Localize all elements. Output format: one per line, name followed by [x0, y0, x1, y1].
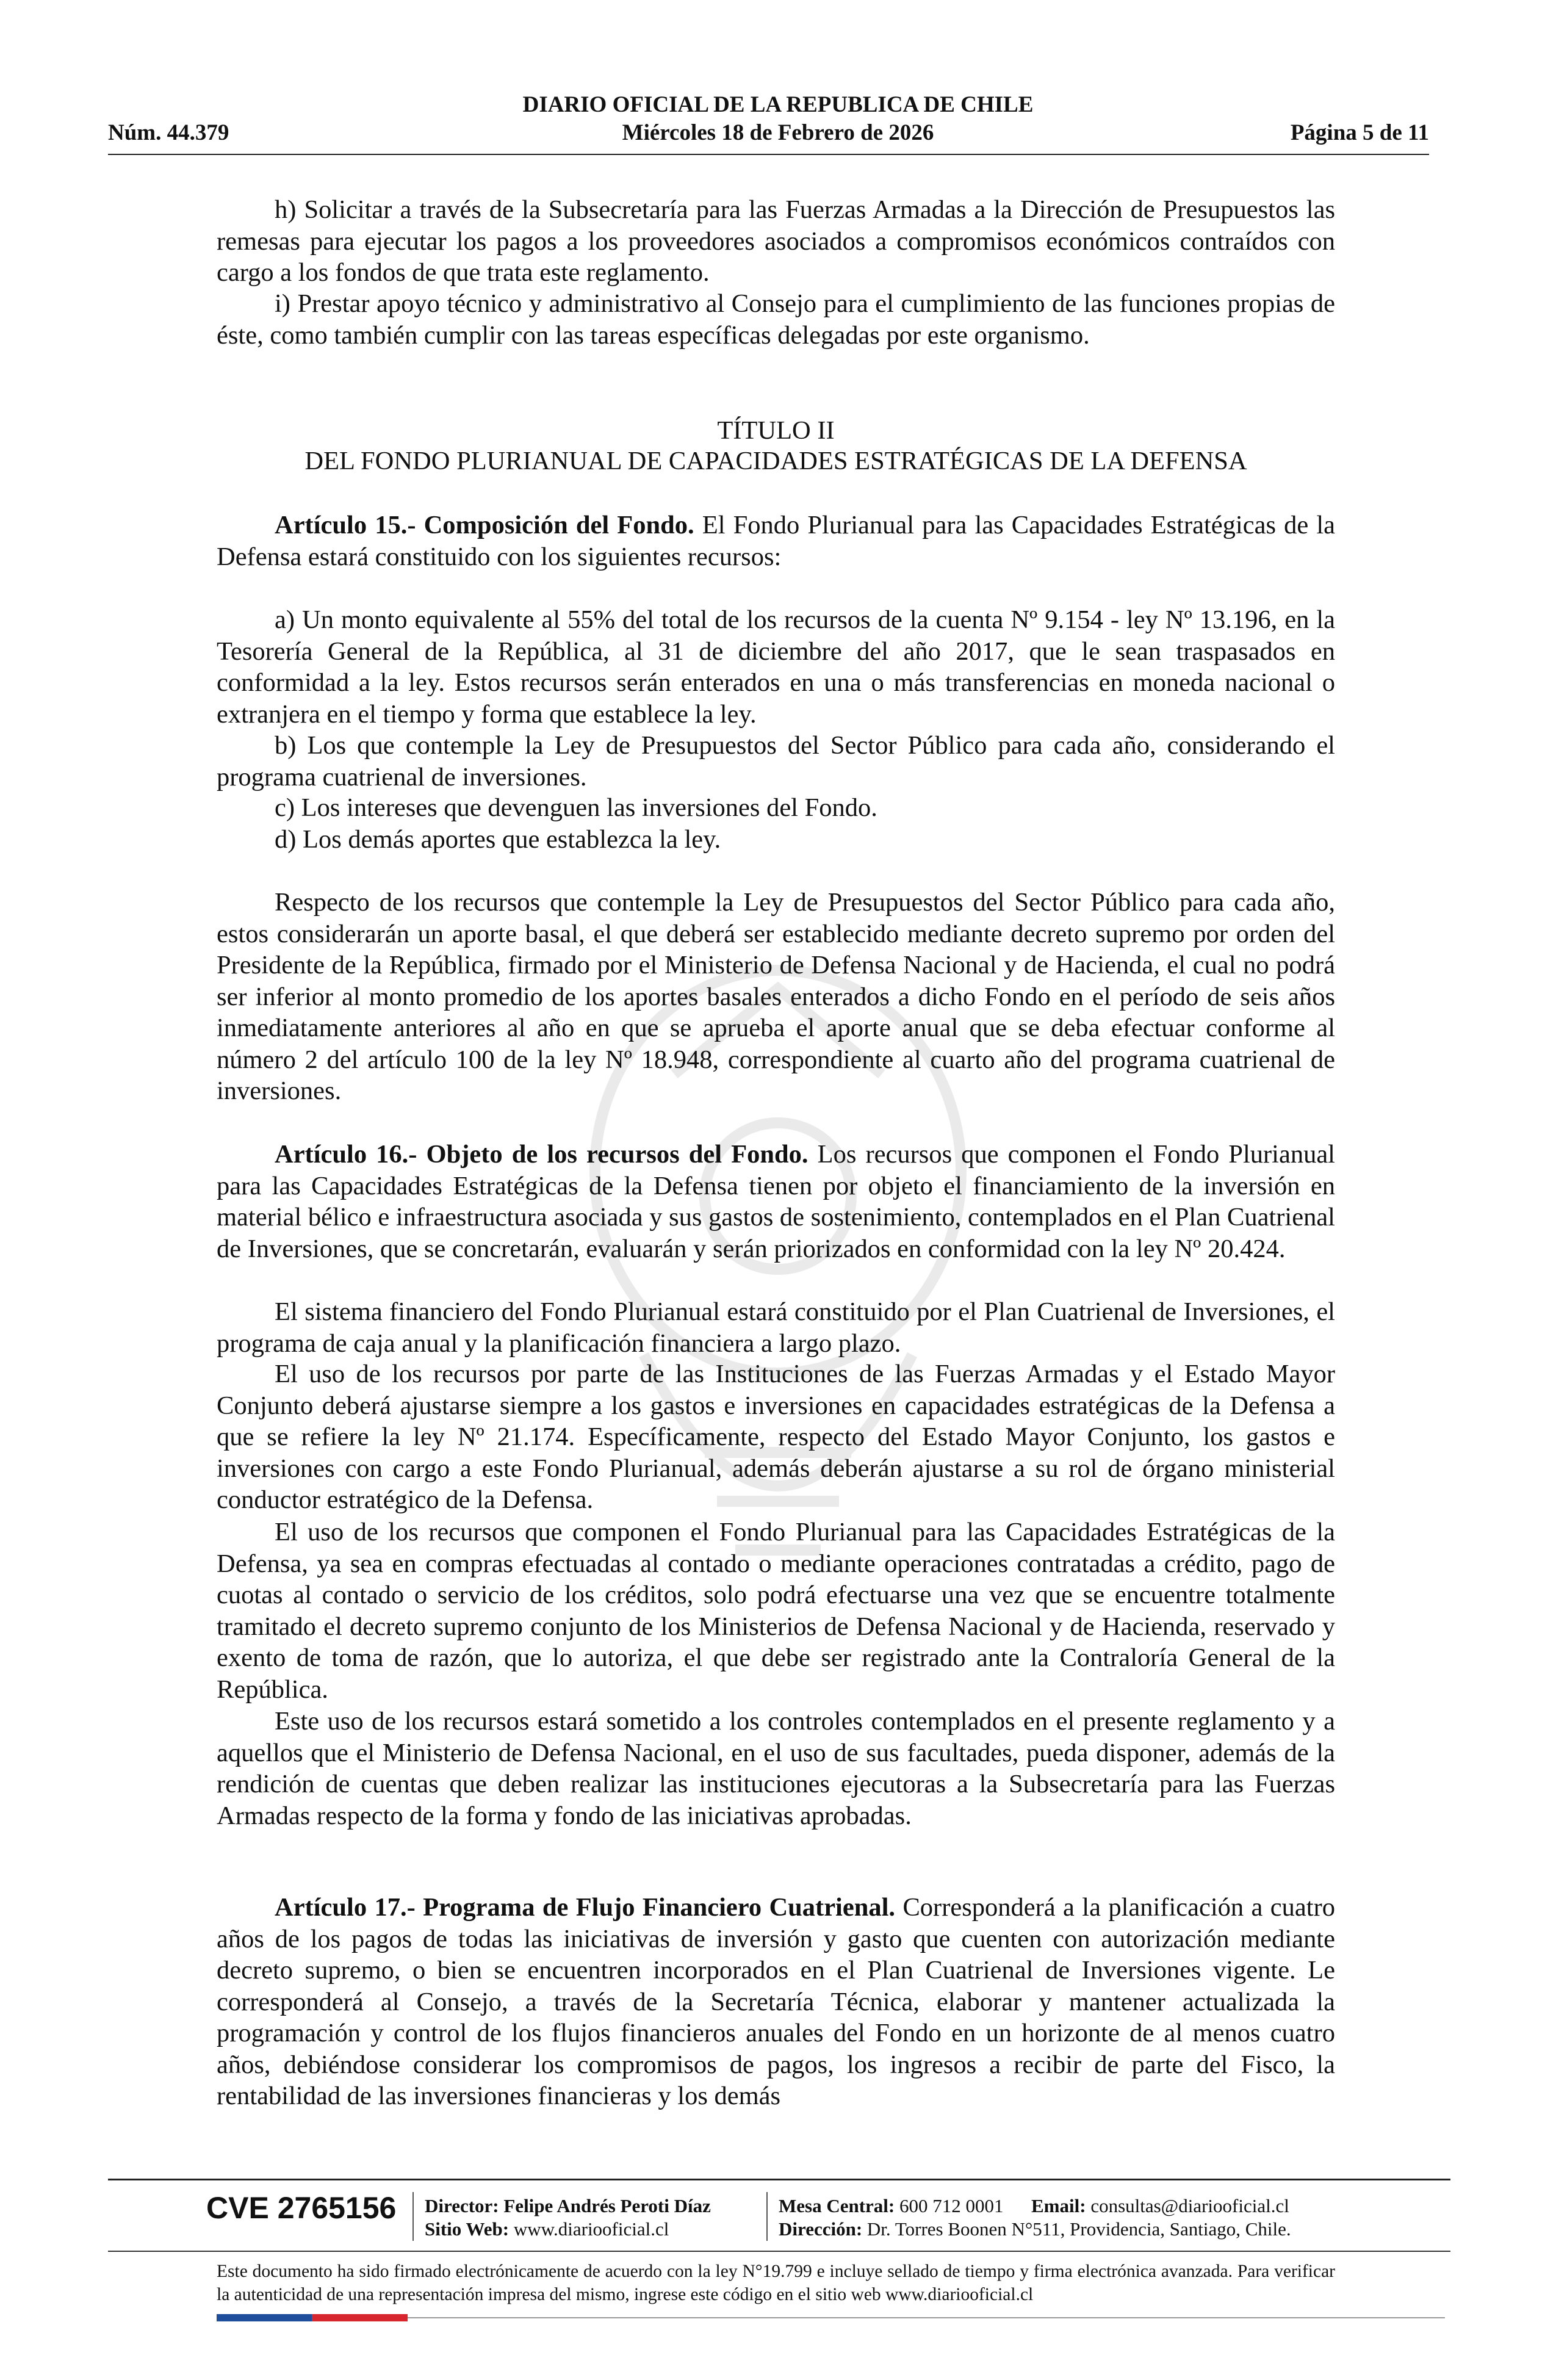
footer-separator [412, 2192, 414, 2241]
header-divider [108, 154, 1429, 155]
article-16-paragraph-2: El sistema financiero del Fondo Plurianual estará constituido por el Plan Cuatrienal de Inversiones, el programa de caja anual y la planificación financiera a largo plazo. [217, 1297, 1335, 1358]
issue-date: Miércoles 18 de Febrero de 2026 [622, 120, 934, 145]
article-15-respecto: Respecto de los recursos que contemple la Ley de Presupuestos del Sector Público para cada año, estos considerarán un aporte basal, el que deberá ser establecido mediante decreto supremo por orden del Presidente de la República, firmado por el Ministerio de Defensa Nacional y de Hacienda, el cual no podrá ser inferior al monto promedio de los aportes basales enterados a dicho Fondo en el período de seis años inmediatamente anteriores al año en que se aprueba el aporte anual que se deba efectuar conforme al número 2 del artículo 100 de la ley Nº 18.948, correspondiente al cuarto año del programa cuatrienal de inversiones. [217, 888, 1335, 1105]
email-label: Email: [1031, 2195, 1086, 2216]
mesa-phone: 600 712 0001 [899, 2195, 1004, 2216]
article-16-paragraph-5: Este uso de los recursos estará sometido a los controles contemplados en el presente reglamento y a aquellos que el Ministerio de Defensa Nacional, en el uso de sus facultades, pueda disponer, además de la rendición de cuentas que deben realizar las instituciones ejecutoras a la Subsecretaría para las Fuerzas Armadas respecto de la forma y fondo de las iniciativas aprobadas. [217, 1707, 1335, 1830]
article-17-intro [217, 1892, 1335, 2112]
page-number: Página 5 de 11 [1290, 120, 1429, 145]
article-15-item-d: d) Los demás aportes que establezca la ley. [275, 825, 721, 854]
footer-divider-top [108, 2179, 1450, 2180]
article-15-item-b: b) Los que contemple la Ley de Presupuestos del Sector Público para cada año, considerando el programa cuatrienal de inversiones. [217, 731, 1335, 792]
title-name: DEL FONDO PLURIANUAL DE CAPACIDADES ESTRATÉGICAS DE LA DEFENSA [304, 447, 1247, 475]
footer-separator [766, 2192, 768, 2241]
legal-notice: Este documento ha sido firmado electrónicamente de acuerdo con la ley N°19.799 e incluye sellado de tiempo y firma electrónica avanzada. Para verificar la autenticidad de una representación impresa del mismo, ingrese este código en el sitio web www.diariooficial.cl [217, 2262, 1335, 2304]
article-16-heading: Artículo 16.- Objeto de los recursos del Fondo. [275, 1140, 809, 1169]
article-16-paragraph-3: El uso de los recursos por parte de las Instituciones de las Fuerzas Armadas y el Estado Mayor Conjunto deberá ajustarse siempre a los gastos e inversiones en capacidades estratégicas de la Defensa a que se refiere la ley Nº 21.174. Específicamente, respecto del Estado Mayor Conjunto, los gastos e inversiones con cargo a este Fondo Plurianual, además deberán ajustarse a su rol de órgano ministerial conductor estratégico de la Defensa. [217, 1360, 1335, 1514]
article-15-text: El Fondo Plurianual para las Capacidades Estratégicas de la Defensa estará constituido con los siguientes recursos: [217, 511, 1336, 571]
flag-stripe-red [312, 2314, 408, 2321]
mesa-label: Mesa Central: [779, 2195, 895, 2216]
article-16-text: Los recursos que componen el Fondo Plurianual para las Capacidades Estratégicas de la Defensa tienen por objeto el financiamiento de la inversión en material bélico e infraestructura asociada y sus gastos de sostenimiento, contemplados en el Plan Cuatrienal de Inversiones, que se concretarán, evaluarán y serán priorizados en conformidad con la ley Nº 20.424. [217, 1140, 1335, 1263]
cve-code: CVE 2765156 [206, 2191, 397, 2225]
footer-divider-bottom [108, 2251, 1450, 2252]
article-15-item-a: a) Un monto equivalente al 55% del total de los recursos de la cuenta Nº 9.154 - ley Nº 13.196, en la Tesorería General de la República, al 31 de diciembre del año 2017, que le sean traspasados en conformidad a la ley. Estos recursos serán enterados en una o más transferencias en moneda nacional o extranjera en el tiempo y forma que establece la ley. [217, 605, 1335, 729]
site-line [425, 2218, 669, 2241]
director-name: Felipe Andrés Peroti Díaz [503, 2195, 711, 2216]
email-link[interactable]: consultas@diariooficial.cl [1090, 2195, 1289, 2216]
direccion-value: Dr. Torres Boonen N°511, Providencia, Santiago, Chile. [866, 2218, 1291, 2240]
article-16-intro [217, 1139, 1335, 1264]
site-label: Sitio Web: [425, 2218, 510, 2240]
paragraph-i: i) Prestar apoyo técnico y administrativo al Consejo para el cumplimiento de las funciones propias de éste, como también cumplir con las tareas específicas delegadas por este organismo. [217, 289, 1335, 350]
article-15-item-c: c) Los intereses que devenguen las inversiones del Fondo. [275, 793, 877, 822]
paragraph-h: h) Solicitar a través de la Subsecretaría para las Fuerzas Armadas a la Dirección de Presupuestos las remesas para ejecutar los pagos a los proveedores asociados a compromisos económicos contraídos con cargo a los fondos de que trata este reglamento. [217, 195, 1335, 287]
director-label: Director: [425, 2195, 499, 2216]
site-link[interactable]: www.diariooficial.cl [513, 2218, 669, 2240]
article-15-heading: Artículo 15.- Composición del Fondo. [275, 511, 694, 539]
director-line [425, 2194, 711, 2218]
article-15-intro [217, 510, 1335, 572]
contact-line [779, 2194, 1289, 2218]
newspaper-title: DIARIO OFICIAL DE LA REPUBLICA DE CHILE [522, 92, 1034, 117]
article-17-text: Corresponderá a la planificación a cuatro años de los pagos de todas las iniciativas de inversión y gasto que cuenten con autorización mediante decreto supremo, o bien se encuentren incorporados en el Plan Cuatrienal de Inversiones vigente. Le corresponderá al Consejo, a través de la Secretaría Técnica, elaborar y mantener actualizada la programación y control de los flujos financieros anuales del Fondo en un horizonte de al menos cuatro años, debiéndose considerar los compromisos de pagos, los ingresos a recibir de parte del Fisco, la rentabilidad de las inversiones financieras y los demás [217, 1893, 1335, 2110]
address-line [779, 2218, 1291, 2241]
issue-number: Núm. 44.379 [108, 120, 229, 145]
title-label: TÍTULO II [717, 416, 835, 445]
article-16-paragraph-4: El uso de los recursos que componen el Fondo Plurianual para las Capacidades Estratégicas de la Defensa, ya sea en compras efectuadas al contado o mediante operaciones contratadas a crédito, pago de cuotas al contado o servicio de los créditos, solo podrá efectuarse una vez que se encuentre totalmente tramitado el decreto supremo conjunto de los Ministerios de Defensa Nacional y de Hacienda, reservado y exento de toma de razón, que lo autoriza, el que debe ser registrado ante la Contraloría General de la República. [217, 1518, 1335, 1704]
article-17-heading: Artículo 17.- Programa de Flujo Financiero Cuatrienal. [275, 1893, 896, 1922]
flag-stripe-blue [217, 2314, 312, 2321]
direccion-label: Dirección: [779, 2218, 863, 2240]
footer-bottom-line [408, 2317, 1445, 2318]
